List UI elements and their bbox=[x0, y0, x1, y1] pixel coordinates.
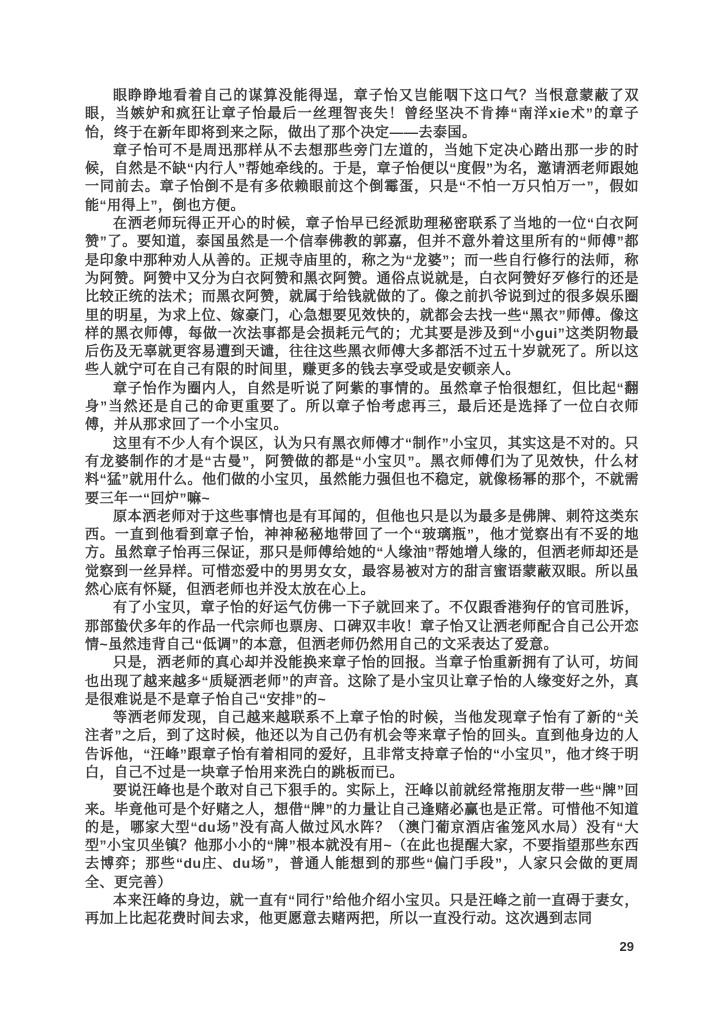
body-text bbox=[85, 86, 639, 928]
paragraph: 只是，洒老师的真心却并没能换来章子怡的回报。当章子怡重新拥有了认可，坊间也出现了越来越多“质疑洒老师”的声音。这除了是小宝贝让章子怡的人缘变好之外，真是很难说是不是章子怡自己“安排”的~ bbox=[85, 654, 639, 707]
paragraph: 在洒老师玩得正开心的时候，章子怡早已经派助理秘密联系了当地的一位“白衣阿赞”了。要知道，泰国虽然是一个信奉佛教的郭嘉，但并不意外着这里所有的“师傅”都是印象中那种劝人从善的。正规寺庙里的，称之为“龙婆”；而一些自行修行的法师，称为阿赞。阿赞中又分为白衣阿赞和黑衣阿赞。通俗点说就是，白衣阿赞好歹修行的还是比较正统的法术；而黑衣阿赞，就属于给钱就做的了。像之前扒爷说到过的很多娱乐圈里的明星，为求上位、嫁豪门，心急想要见效快的，就都会去找一些“黑衣”师傅。像这样的黑衣师傅，每做一次法事都是会损耗元气的；尤其要是涉及到“小gui”这类阴物最后伤及无辜就更容易遭到天谴，往往这些黑衣师傅大多都活不过五十岁就死了。所以这些人就宁可在自己有限的时间里，赚更多的钱去享受或是安顿亲人。 bbox=[85, 215, 639, 378]
paragraph: 章子怡作为圈内人，自然是听说了阿紫的事情的。虽然章子怡很想红，但比起“翻身”当然还是自己的命更重要了。所以章子怡考虑再三，最后还是选择了一位白衣师傅，并从那求回了一个小宝贝。 bbox=[85, 379, 639, 433]
paragraph: 眼睁睁地看着自己的谋算没能得逞，章子怡又岂能咽下这口气？当恨意蒙蔽了双眼，当嫉妒和疯狂让章子怡最后一丝理智丧失！曾经坚决不肯捧“南洋xie术”的章子怡，终于在新年即将到来之际，做出了那个决定——去泰国。 bbox=[85, 87, 639, 140]
paragraph: 本来汪峰的身边，就一直有“同行”给他介绍小宝贝。只是汪峰之前一直碍于妻女，再加上比起花费时间去求，他更愿意去赌两把，所以一直没行动。这次遇到志同 bbox=[85, 892, 639, 927]
paragraph: 有了小宝贝，章子怡的好运气仿佛一下子就回来了。不仅跟香港狗仔的官司胜诉，那部蛰伏多年的作品一代宗师也票房、口碑双丰收！章子怡又让洒老师配合自己公开恋情~虽然违背自己“低调”的本意，但洒老师仍然用自己的文采表达了爱意。 bbox=[85, 599, 639, 652]
paragraph: 原本洒老师对于这些事情也是有耳闻的，但他也只是以为最多是佛牌、刺符这类东西。一直到他看到章子怡，神神秘秘地带回了一个“玻璃瓶”，他才觉察出有不妥的地方。虽然章子怡再三保证，那只是师傅给她的“人缘油”帮她增人缘的，但洒老师却还是觉察到一丝异样。可惜恋爱中的男男女女，最容易被对方的甜言蜜语蒙蔽双眼。所以虽然心底有怀疑，但洒老师也并没太放在心上。 bbox=[85, 507, 639, 598]
paragraph: 等洒老师发现，自己越来越联系不上章子怡的时候，当他发现章子怡有了新的“关注者”之后，到了这时候，他还以为自己仍有机会等来章子怡的回头。直到他身边的人告诉他，“汪峰”跟章子怡有着相同的爱好，且非常支持章子怡的“小宝贝”，他才终于明白，自己不过是一块章子怡用来洗白的跳板而已。 bbox=[85, 709, 639, 780]
paragraph: 章子怡可不是周迅那样从不去想那些旁门左道的，当她下定决心踏出那一步的时候，自然是不缺“内行人”帮她牵线的。于是，章子怡便以“度假”为名，邀请洒老师跟她一同前去。章子怡倒不是有多依赖眼前这个倒霉蛋，只是“不怕一万只怕万一”，假如能“用得上”，倒也方便。 bbox=[85, 141, 639, 213]
paragraph: 这里有不少人有个误区，认为只有黑衣师傅才“制作”小宝贝，其实这是不对的。只有龙婆制作的才是“古曼”，阿赞做的都是“小宝贝”。黑衣师傅们为了见效快，什么材料“猛”就用什么。他们做的小宝贝，虽然能力强但也不稳定，就像杨幂的那个，不就需要三年一“回炉”嘛~ bbox=[85, 434, 639, 506]
page-number: 29 bbox=[619, 939, 634, 954]
paragraph: 要说汪峰也是个敢对自己下狠手的。实际上，汪峰以前就经常拖朋友带一些“牌”回来。毕竟他可是个好赌之人，想借“牌”的力量让自己逢赌必赢也是正常。可惜他不知道的是，哪家大型“du场”没有高人做过风水阵？（澳门葡京酒店雀笼风水局）没有“大型”小宝贝坐镇？他那小小的“牌”根本就没有用~（在此也提醒大家，不要指望那些东西去博弈；那些“du庄、du场”，普通人能想到的那些“偏门手段”，人家只会做的更周全、更完善） bbox=[85, 782, 639, 890]
